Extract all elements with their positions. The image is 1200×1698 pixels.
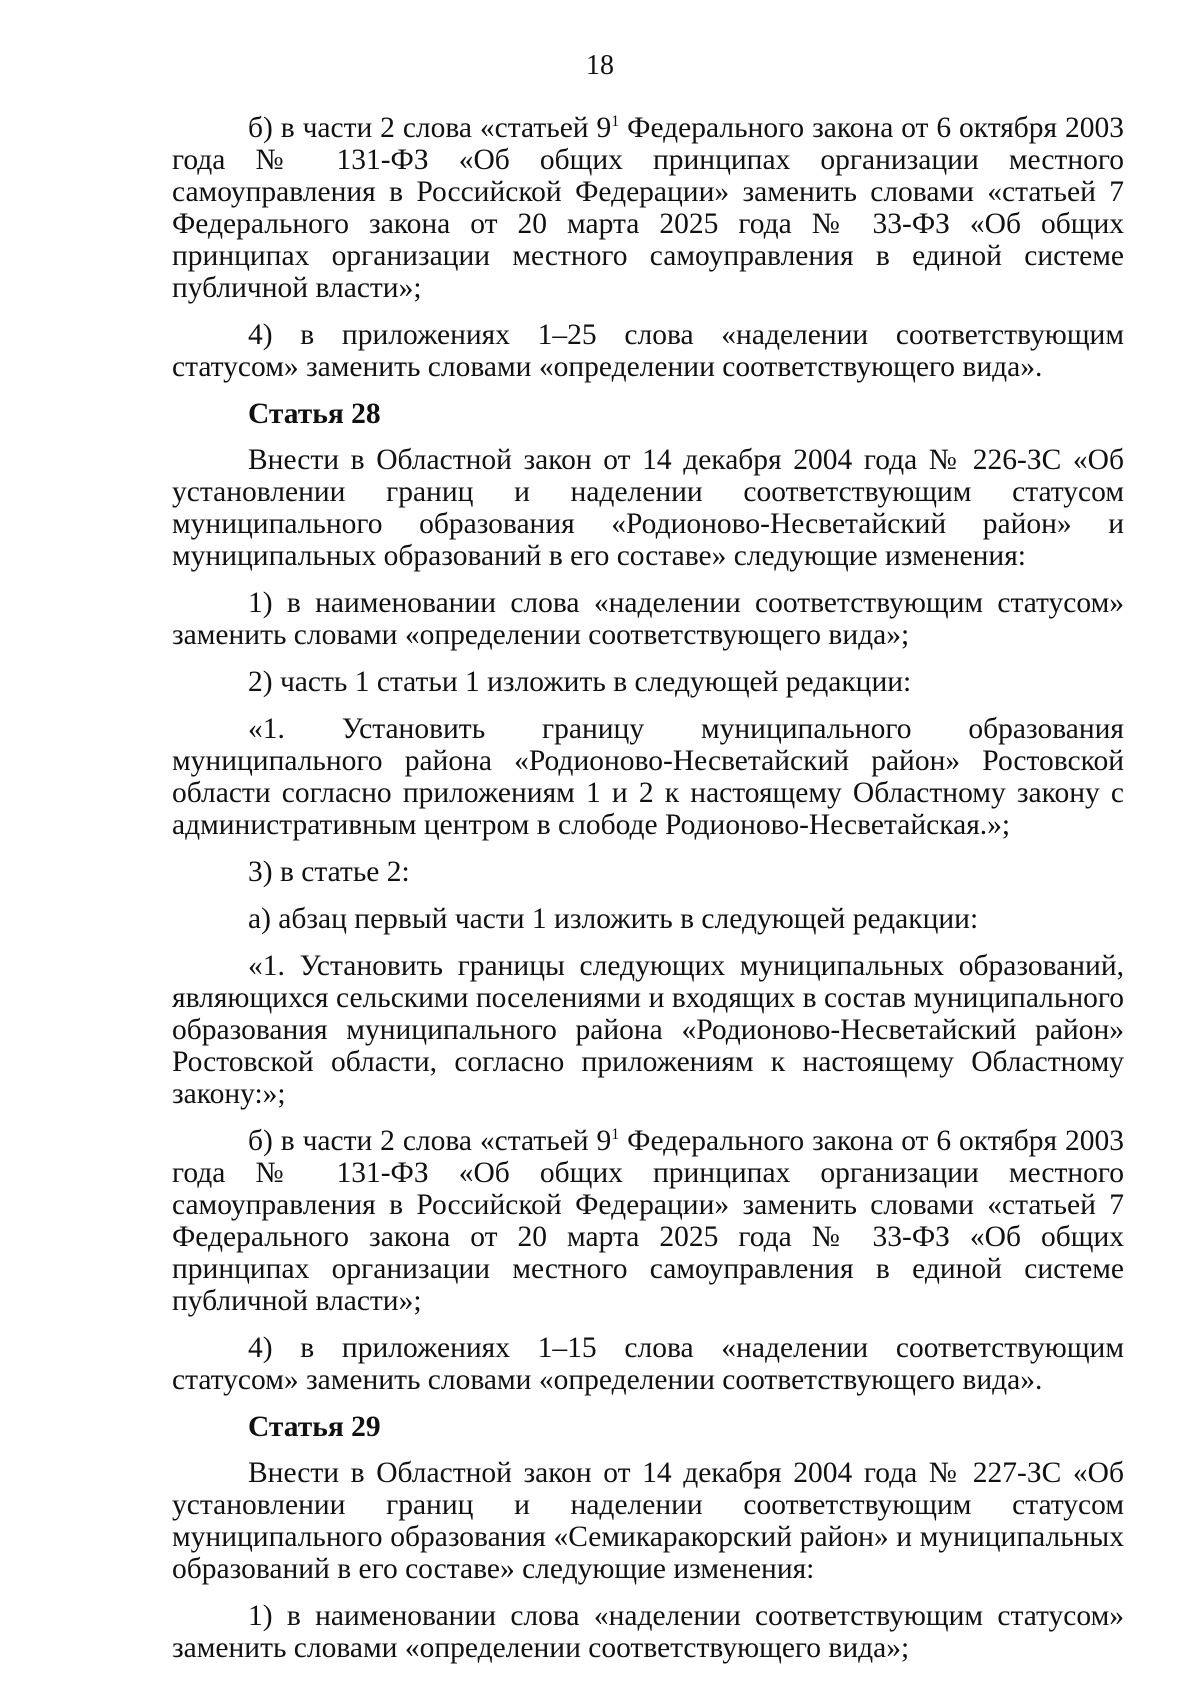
paragraph-subitem-a: а) абзац первый части 1 изложить в следующей редакции: — [248, 903, 979, 935]
page-number: 18 — [586, 50, 614, 81]
paragraph-item-1: 1) в наименовании слова «наделении соответствующим статусом» заменить словами «определении соответствующего вида»; — [172, 1600, 1124, 1664]
paragraph-annexes: 4) в приложениях 1–15 слова «наделении соответствующим статусом» заменить словами «определении соответствующего вида». — [172, 1332, 1124, 1396]
paragraph-text: б) в части 2 слова «статьей 9 — [248, 1125, 612, 1157]
paragraph-item-1: 1) в наименовании слова «наделении соответствующим статусом» заменить словами «определении соответствующего вида»; — [172, 587, 1124, 651]
paragraph-amend-part-2 — [172, 1125, 1124, 1317]
paragraph-text-tail: Федерального закона от 6 октября 2003 года № 131-ФЗ «Об общих принципах организации местного самоуправления в Российской Федерации» заменить словами «статьей 7 Федерального закона от 20 марта 2025 года № 33-ФЗ «Об общих принципах организации местного самоуправления в единой системе публичной власти»; — [172, 112, 1124, 304]
paragraph-intro: Внести в Областной закон от 14 декабря 2004 года № 227-ЗС «Об установлении границ и наделении соответствующим статусом муниципального образования «Семикаракорский район» и муниципальных образований в его составе» следующие изменения: — [172, 1457, 1124, 1585]
document-body — [172, 112, 1124, 1679]
superscript: 1 — [611, 113, 620, 130]
article-heading: Статья 28 — [248, 398, 381, 430]
paragraph-amend-part-2 — [172, 112, 1124, 304]
paragraph-intro: Внести в Областной закон от 14 декабря 2004 года № 226-ЗС «Об установлении границ и наделении соответствующим статусом муниципального образования «Родионово-Несветайский район» и муниципальных образований в его составе» следующие изменения: — [172, 444, 1124, 572]
paragraph-annexes: 4) в приложениях 1–25 слова «наделении соответствующим статусом» заменить словами «определении соответствующего вида». — [172, 319, 1124, 383]
superscript: 1 — [611, 1126, 620, 1143]
paragraph-text: б) в части 2 слова «статьей 9 — [248, 112, 612, 144]
paragraph-quote: «1. Установить границы следующих муниципальных образований, являющихся сельскими поселениями и входящих в состав муниципального образования муниципального района «Родионово-Несветайский район» Ростовской области, согласно приложениям к настоящему Областному закону:»; — [172, 950, 1124, 1110]
article-heading: Статья 29 — [248, 1411, 381, 1443]
paragraph-item-2: 2) часть 1 статьи 1 изложить в следующей редакции: — [248, 666, 912, 698]
paragraph-quote: «1. Установить границу муниципального образования муниципального района «Родионово-Несветайский район» Ростовской области согласно приложениям 1 и 2 к настоящему Областному закону с административным центром в слободе Родионово-Несветайская.»; — [172, 713, 1124, 841]
paragraph-item-3: 3) в статье 2: — [248, 856, 410, 888]
paragraph-text-tail: Федерального закона от 6 октября 2003 года № 131-ФЗ «Об общих принципах организации местного самоуправления в Российской Федерации» заменить словами «статьей 7 Федерального закона от 20 марта 2025 года № 33-ФЗ «Об общих принципах организации местного самоуправления в единой системе публичной власти»; — [172, 1125, 1124, 1317]
